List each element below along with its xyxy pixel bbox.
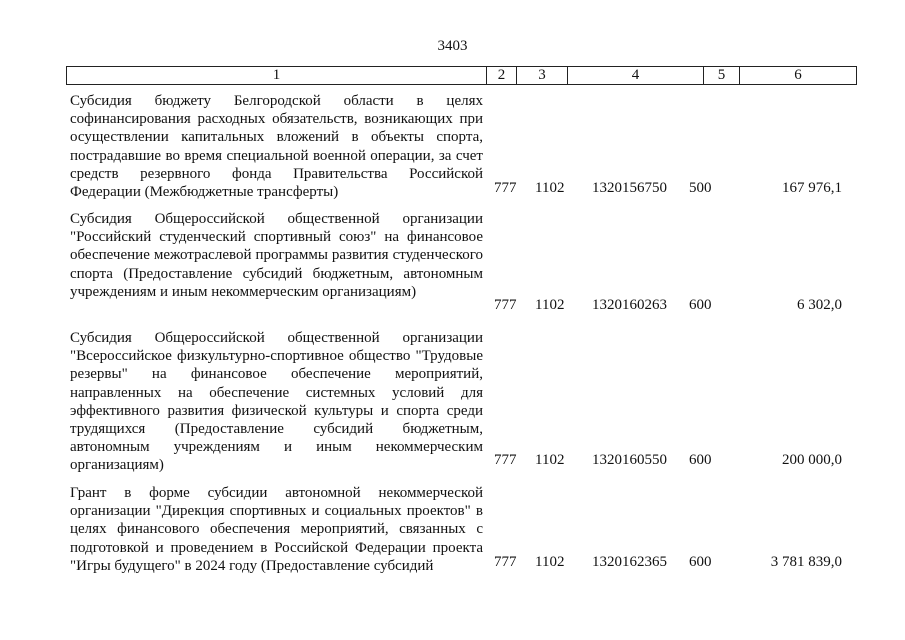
row-section-code: 1102 — [535, 180, 565, 196]
row-expense-type: 600 — [689, 297, 712, 313]
row-amount: 200 000,0 — [782, 452, 842, 468]
column-header-6: 6 — [740, 67, 857, 85]
row-target-code: 1320162365 — [592, 554, 667, 570]
row-description: Субсидия Общероссийской общественной организации "Всероссийское физкультурно-спортивное общество "Трудовые резервы" на финансовое обеспечение мероприятий, направленных на обеспечение системных условий для эффективного развития физической культуры и спорта среди трудящихся (Предоставление субсидий бюджетным, автономным учреждениям и иным некоммерческим организациям) — [70, 330, 483, 474]
row-section-code: 1102 — [535, 297, 565, 313]
column-header-5: 5 — [704, 67, 740, 85]
row-amount: 3 781 839,0 — [770, 554, 842, 570]
column-header-table — [66, 66, 857, 85]
row-section-code: 1102 — [535, 452, 565, 468]
row-target-code: 1320160263 — [592, 297, 667, 313]
row-admin-code: 777 — [494, 554, 517, 570]
row-section-code: 1102 — [535, 554, 565, 570]
column-header-1: 1 — [67, 67, 487, 85]
row-expense-type: 600 — [689, 452, 712, 468]
row-admin-code: 777 — [494, 180, 517, 196]
row-amount: 167 976,1 — [782, 180, 842, 196]
row-target-code: 1320156750 — [592, 180, 667, 196]
row-expense-type: 500 — [689, 180, 712, 196]
column-header-3: 3 — [517, 67, 568, 85]
row-description: Субсидия Общероссийской общественной организации "Российский студенческий спортивный союз" на финансовое обеспечение межотраслевой программы развития студенческого спорта (Предоставление субсидий бюджетным, автономным учреждениям и иным некоммерческим организациям) — [70, 211, 483, 300]
column-header-4: 4 — [568, 67, 704, 85]
row-description: Грант в форме субсидии автономной некоммерческой организации "Дирекция спортивных и социальных проектов" в целях финансового обеспечения мероприятий, связанных с подготовкой и проведением в Российской Федерации проекта "Игры будущего" в 2024 году (Предоставление субсидий — [70, 485, 483, 574]
row-expense-type: 600 — [689, 554, 712, 570]
row-description: Субсидия бюджету Белгородской области в целях софинансирования расходных обязательств, возникающих при осуществлении капитальных вложений в объекты спорта, пострадавшие во время специальной военной операции, за счет средств резервного фонда Правительства Российской Федерации (Межбюджетные трансферты) — [70, 93, 483, 201]
column-header-row — [67, 67, 857, 85]
row-admin-code: 777 — [494, 297, 517, 313]
row-target-code: 1320160550 — [592, 452, 667, 468]
page-number: 3403 — [437, 38, 468, 54]
column-header-2: 2 — [487, 67, 517, 85]
row-amount: 6 302,0 — [797, 297, 842, 313]
row-admin-code: 777 — [494, 452, 517, 468]
